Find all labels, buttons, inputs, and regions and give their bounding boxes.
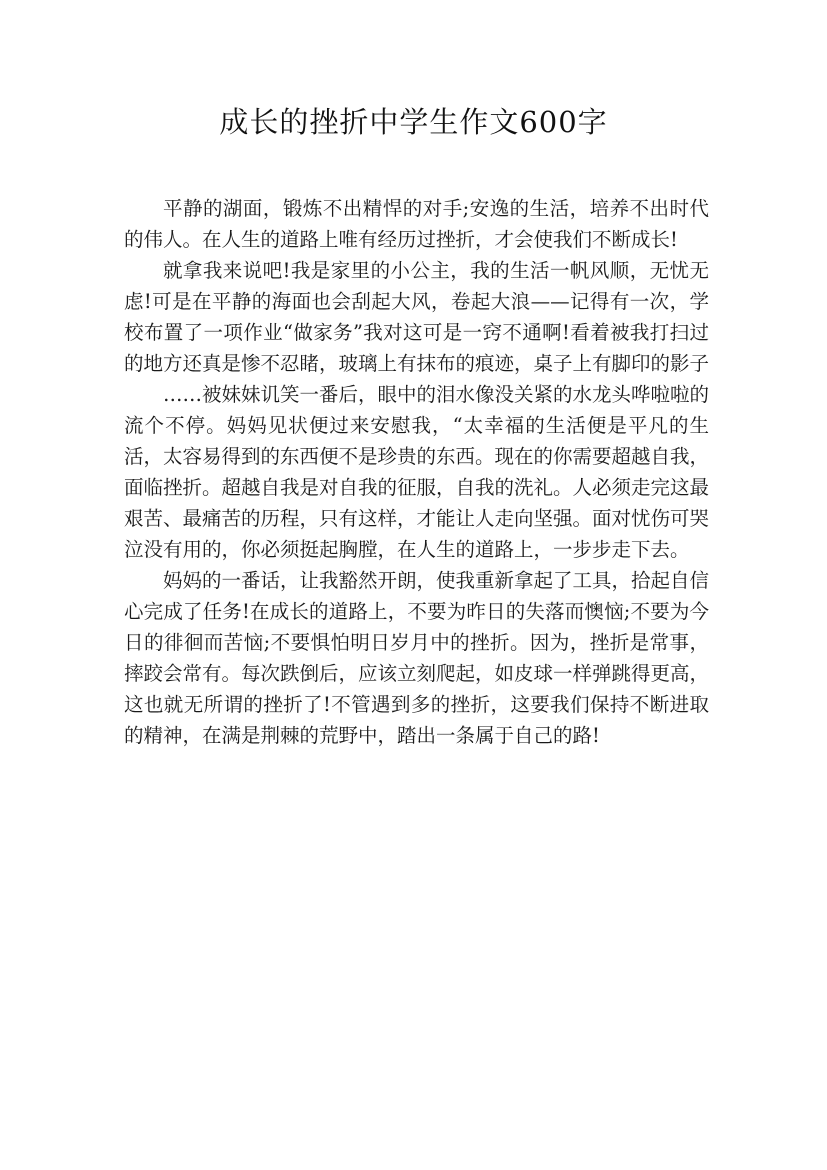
document-body	[124, 193, 709, 751]
document-title: 成长的挫折中学生作文600字	[219, 105, 608, 139]
paragraph-3: ……被妹妹讥笑一番后，眼中的泪水像没关紧的水龙头哗啦啦的流个不停。妈妈见状便过来安慰我，“太幸福的生活便是平凡的生活，太容易得到的东西便不是珍贵的东西。现在的你需要超越自我，面临挫折。超越自我是对自我的征服，自我的洗礼。人必须走完这最艰苦、最痛苦的历程，只有这样，才能让人走向坚强。面对忧伤可哭泣没有用的，你必须挺起胸膛，在人生的道路上，一步步走下去。	[124, 383, 710, 561]
paragraph-1: 平静的湖面，锻炼不出精悍的对手;安逸的生活，培养不出时代的伟人。在人生的道路上唯有经历过挫折，才会使我们不断成长!	[124, 197, 709, 251]
paragraph-4: 妈妈的一番话，让我豁然开朗，使我重新拿起了工具，拾起自信心完成了任务!在成长的道路上，不要为昨日的失落而懊恼;不要为今日的徘徊而苦恼;不要惧怕明日岁月中的挫折。因为，挫折是常事，摔跤会常有。每次跌倒后，应该立刻爬起，如皮球一样弹跳得更高，这也就无所谓的挫折了!不管遇到多的挫折，这要我们保持不断进取的精神，在满是荆棘的荒野中，踏出一条属于自己的路!	[124, 569, 710, 747]
paragraph-2: 就拿我来说吧!我是家里的小公主，我的生活一帆风顺，无忧无虑!可是在平静的海面也会刮起大风，卷起大浪——记得有一次，学校布置了一项作业“做家务”我对这可是一窍不通啊!看着被我打扫过的地方还真是惨不忍睹，玻璃上有抹布的痕迹，桌子上有脚印的影子	[124, 259, 710, 375]
